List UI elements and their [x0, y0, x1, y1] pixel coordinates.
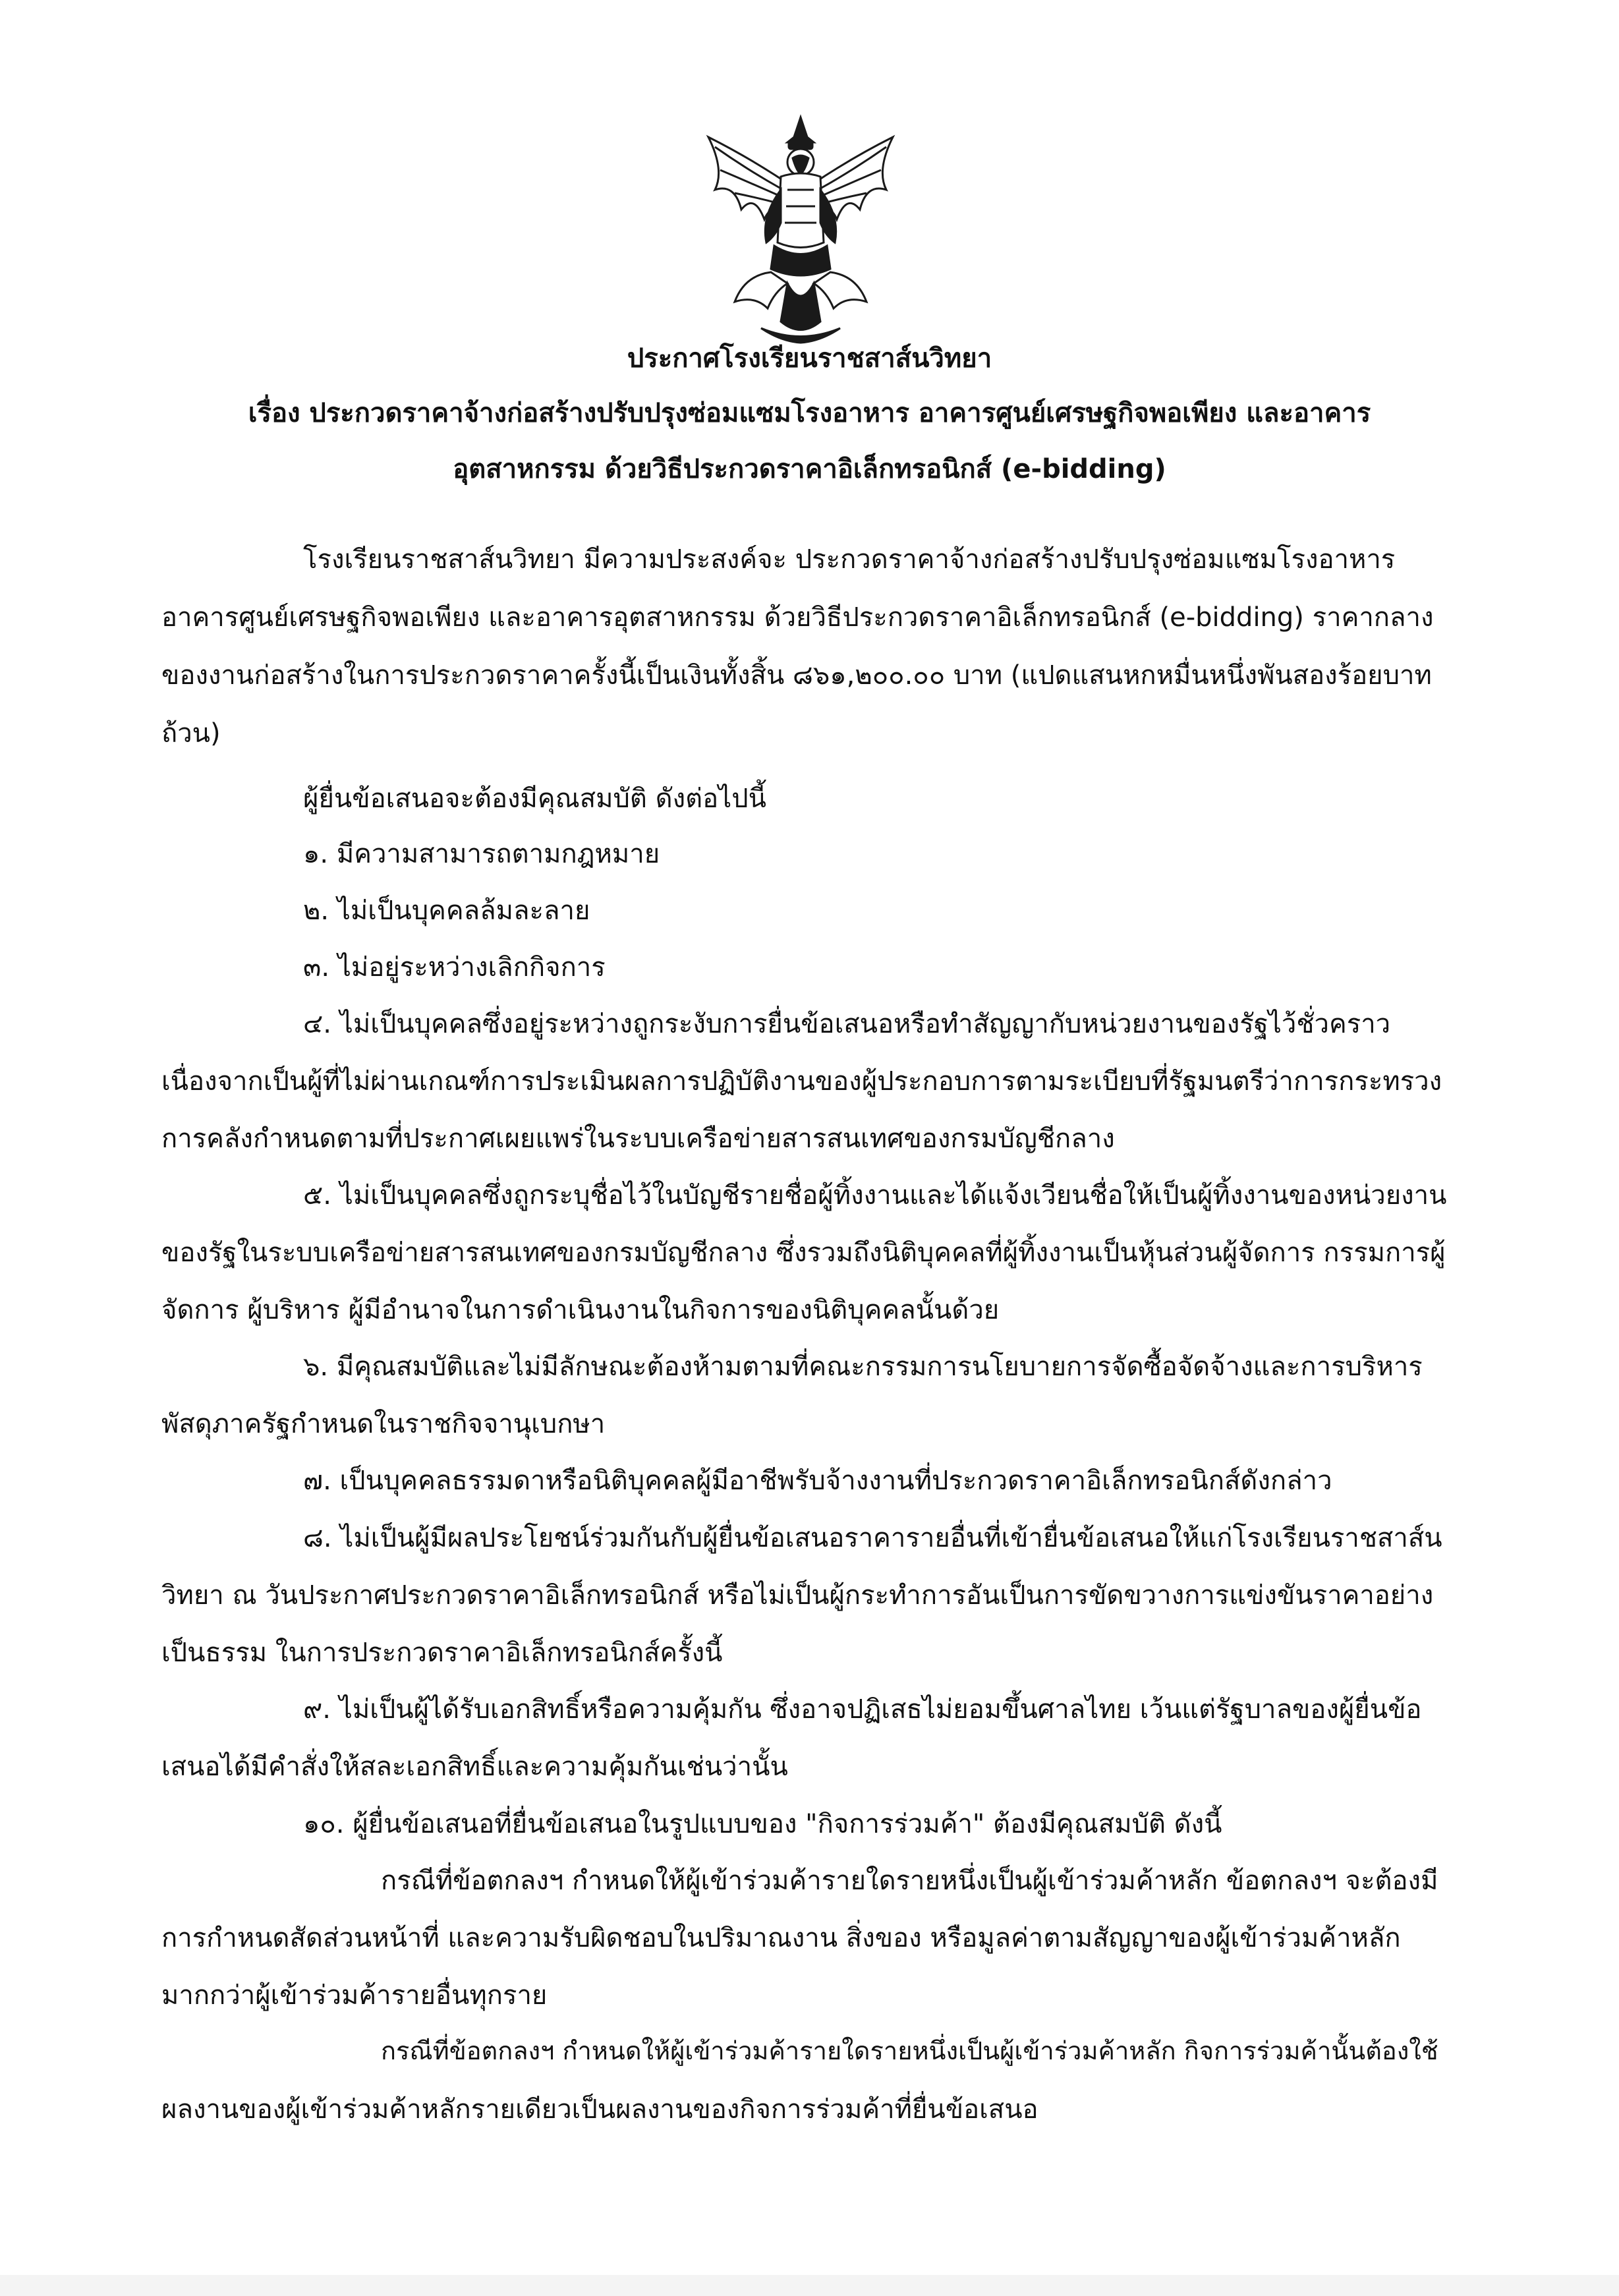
- body-line: จัดการ ผู้บริหาร ผู้มีอำนาจในการดำเนินงานในกิจการของนิติบุคคลนั้นด้วย: [161, 1295, 1000, 1325]
- joint-venture-paragraph: กรณีที่ข้อตกลงฯ กำหนดให้ผู้เข้าร่วมค้ารายใดรายหนึ่งเป็นผู้เข้าร่วมค้าหลัก กิจการร่วมค้านั้นต้องใช้: [381, 2036, 1438, 2065]
- body-line: การกำหนดสัดส่วนหน้าที่ และความรับผิดชอบในปริมาณงาน สิ่งของ หรือมูลค่าตามสัญญาของผู้เข้าร่วมค้าหลัก: [161, 1923, 1401, 1953]
- qualification-item: ๑๐. ผู้ยื่นข้อเสนอที่ยื่นข้อเสนอในรูปแบบของ "กิจการร่วมค้า" ต้องมีคุณสมบัติ ดังนี้: [303, 1809, 1222, 1839]
- scan-edge: [0, 2275, 1619, 2296]
- qualification-item: ๓. ไม่อยู่ระหว่างเลิกกิจการ: [303, 952, 606, 983]
- body-line: โรงเรียนราชสาส์นวิทยา มีความประสงค์จะ ประกวดราคาจ้างก่อสร้างปรับปรุงซ่อมแซมโรงอาหาร: [303, 544, 1396, 575]
- body-line: อาคารศูนย์เศรษฐกิจพอเพียง และอาคารอุตสาหกรรม ด้วยวิธีประกวดราคาอิเล็กทรอนิกส์ (e-bidding) ราคากลาง: [161, 602, 1434, 633]
- joint-venture-paragraph: กรณีที่ข้อตกลงฯ กำหนดให้ผู้เข้าร่วมค้ารายใดรายหนึ่งเป็นผู้เข้าร่วมค้าหลัก ข้อตกลงฯ จะต้องมี: [381, 1866, 1438, 1896]
- qualification-item: ๖. มีคุณสมบัติและไม่มีลักษณะต้องห้ามตามที่คณะกรรมการนโยบายการจัดซื้อจัดจ้างและการบริหาร: [303, 1352, 1423, 1382]
- qualification-item: ๑. มีความสามารถตามกฎหมาย: [303, 839, 660, 869]
- qualification-item: ๙. ไม่เป็นผู้ได้รับเอกสิทธิ์หรือความคุ้มกัน ซึ่งอาจปฏิเสธไม่ยอมขึ้นศาลไทย เว้นแต่รัฐบาลของผู้ยื่นข้อ: [303, 1694, 1422, 1725]
- body-line: ถ้วน): [161, 718, 221, 749]
- document-subject-line-2: อุตสาหกรรม ด้วยวิธีประกวดราคาอิเล็กทรอนิกส์ (e-bidding): [453, 454, 1166, 484]
- body-line: เป็นธรรม ในการประกวดราคาอิเล็กทรอนิกส์ครั้งนี้: [161, 1638, 723, 1668]
- qualification-item: ๗. เป็นบุคคลธรรมดาหรือนิติบุคคลผู้มีอาชีพรับจ้างงานที่ประกวดราคาอิเล็กทรอนิกส์ดังกล่าว: [303, 1466, 1332, 1496]
- qualification-item: ๒. ไม่เป็นบุคคลล้มละลาย: [303, 896, 590, 926]
- body-line: การคลังกำหนดตามที่ประกาศเผยแพร่ในระบบเครือข่ายสารสนเทศของกรมบัญชีกลาง: [161, 1124, 1115, 1154]
- qualification-item: ๕. ไม่เป็นบุคคลซึ่งถูกระบุชื่อไว้ในบัญชีรายชื่อผู้ทิ้งงานและได้แจ้งเวียนชื่อให้เป็นผู้ทิ้งงานของหน่วยงาน: [303, 1180, 1447, 1211]
- body-line: ของรัฐในระบบเครือข่ายสารสนเทศของกรมบัญชีกลาง ซึ่งรวมถึงนิติบุคคลที่ผู้ทิ้งงานเป็นหุ้นส่วนผู้จัดการ กรรมการผู้: [161, 1238, 1446, 1268]
- garuda-emblem-icon: [689, 111, 913, 348]
- qualification-item: ๔. ไม่เป็นบุคคลซึ่งอยู่ระหว่างถูกระงับการยื่นข้อเสนอหรือทำสัญญากับหน่วยงานของรัฐไว้ชั่วคราว: [303, 1009, 1391, 1039]
- document-title: ประกาศโรงเรียนราชสาส์นวิทยา: [627, 343, 992, 374]
- body-line: ผลงานของผู้เข้าร่วมค้าหลักรายเดียวเป็นผลงานของกิจการร่วมค้าที่ยื่นข้อเสนอ: [161, 2094, 1038, 2125]
- body-line: พัสดุภาครัฐกำหนดในราชกิจจานุเบกษา: [161, 1409, 606, 1439]
- qualification-item: ๘. ไม่เป็นผู้มีผลประโยชน์ร่วมกันกับผู้ยื่นข้อเสนอราคารายอื่นที่เข้ายื่นข้อเสนอให้แก่โรงเรียนราชสาส์น: [303, 1523, 1442, 1553]
- body-line: ของงานก่อสร้างในการประกวดราคาครั้งนี้เป็นเงินทั้งสิ้น ๘๖๑,๒๐๐.๐๐ บาท (แปดแสนหกหมื่นหนึ่งพันสองร้อยบาท: [161, 660, 1432, 691]
- body-line: เสนอได้มีคำสั่งให้สละเอกสิทธิ์และความคุ้มกันเช่นว่านั้น: [161, 1752, 788, 1782]
- document-subject-line-1: เรื่อง ประกวดราคาจ้างก่อสร้างปรับปรุงซ่อมแซมโรงอาหาร อาคารศูนย์เศรษฐกิจพอเพียง และอาคาร: [248, 398, 1371, 428]
- body-line: วิทยา ณ วันประกาศประกวดราคาอิเล็กทรอนิกส์ หรือไม่เป็นผู้กระทำการอันเป็นการขัดขวางการแข่งขันราคาอย่าง: [161, 1580, 1434, 1611]
- body-line: เนื่องจากเป็นผู้ที่ไม่ผ่านเกณฑ์การประเมินผลการปฏิบัติงานของผู้ประกอบการตามระเบียบที่รัฐมนตรีว่าการกระทรวง: [161, 1066, 1442, 1097]
- body-line: มากกว่าผู้เข้าร่วมค้ารายอื่นทุกราย: [161, 1980, 548, 2011]
- qualifications-intro: ผู้ยื่นข้อเสนอจะต้องมีคุณสมบัติ ดังต่อไปนี้: [303, 784, 766, 814]
